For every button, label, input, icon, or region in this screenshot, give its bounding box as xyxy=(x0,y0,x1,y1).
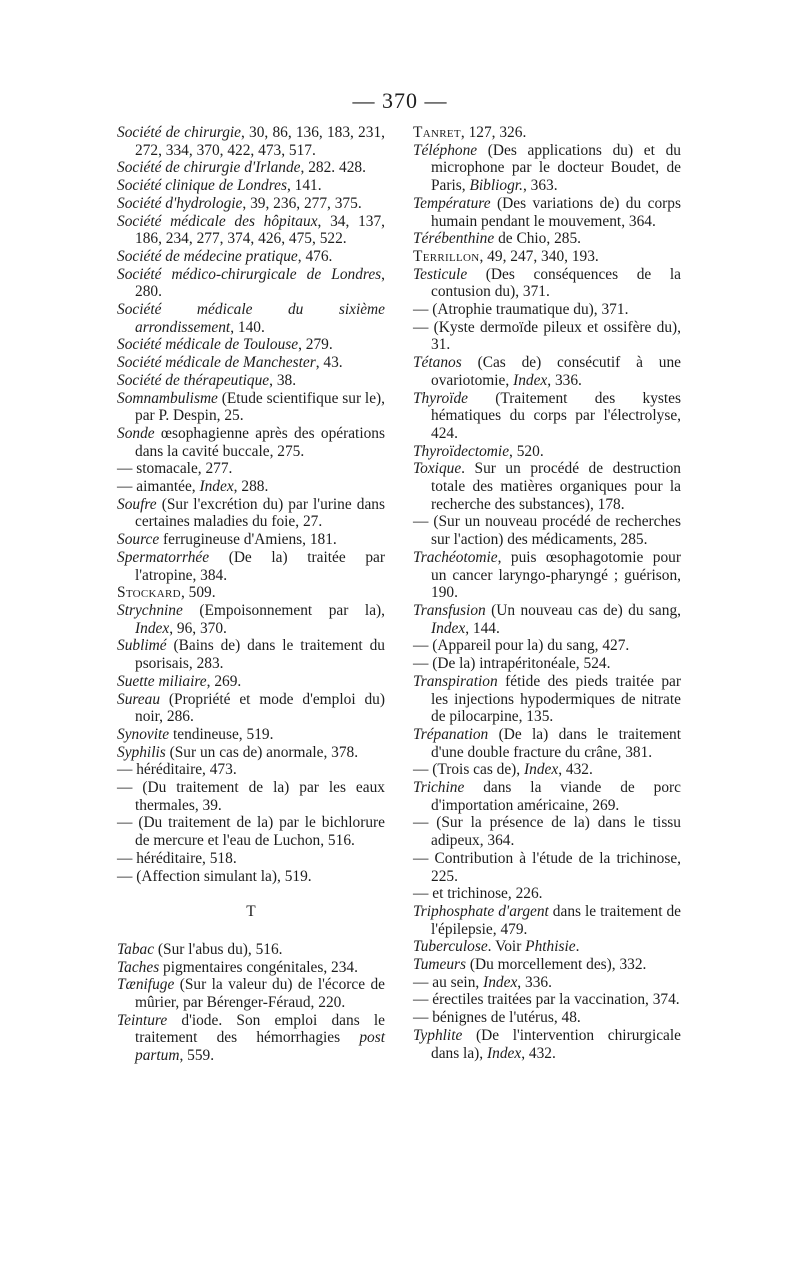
index-entry xyxy=(117,425,385,460)
index-entry xyxy=(117,637,385,672)
index-entry xyxy=(413,602,681,637)
entry-term: Tænifuge xyxy=(117,976,175,994)
entry-italic: Bibliogr. xyxy=(469,177,523,195)
entry-text: — (Kyste dermoïde pileux et ossifère du), 31. xyxy=(413,318,681,354)
entry-text: , 269. xyxy=(206,672,242,690)
entry-italic: Phthisie xyxy=(525,938,576,956)
entry-italic: Index xyxy=(431,619,466,637)
index-entry xyxy=(413,779,681,814)
entry-text: pigmentaires congénitales, 234. xyxy=(159,958,358,976)
entry-term: Tétanos xyxy=(413,354,462,372)
index-entry xyxy=(117,726,385,744)
entry-term: Sureau xyxy=(117,690,161,708)
entry-author: Stockard xyxy=(117,584,181,602)
entry-term: Somnambulisme xyxy=(117,389,218,407)
entry-text: — stomacale, 277. xyxy=(117,460,233,478)
index-entry xyxy=(117,850,385,868)
entry-text: — (Appareil pour la) du sang, 427. xyxy=(413,637,630,655)
entry-tail: , 288. xyxy=(233,478,269,496)
index-entry xyxy=(413,230,681,248)
entry-italic: Index xyxy=(199,478,234,496)
entry-term: Trépanation xyxy=(413,725,489,743)
index-entry xyxy=(117,1012,385,1065)
entry-italic: Index xyxy=(483,973,518,991)
index-entry xyxy=(117,336,385,354)
index-entry xyxy=(117,549,385,584)
entry-text: , 140. xyxy=(230,318,265,336)
entry-term: Société de chirurgie xyxy=(117,124,242,141)
entry-text: dans la viande de porc d'importation américaine, 269. xyxy=(431,779,681,814)
entry-text: , 280. xyxy=(135,265,385,301)
index-entry xyxy=(117,390,385,425)
left-entries-t xyxy=(117,941,385,1065)
entry-tail: , 336. xyxy=(547,371,582,389)
entry-text: (Sur l'excrétion du) par l'urine dans certaines maladies du foie, 27. xyxy=(135,495,385,531)
index-entry xyxy=(117,691,385,726)
entry-text: (De la) traitée par l'atropine, 384. xyxy=(135,548,385,584)
entry-text: de Chio, 285. xyxy=(494,230,582,248)
entry-text: — héréditaire, 518. xyxy=(117,849,237,867)
entry-text: ferrugineuse d'Amiens, 181. xyxy=(159,531,337,549)
entry-text: , 127, 326. xyxy=(460,124,527,141)
index-entry xyxy=(413,850,681,885)
entry-text: — (Atrophie traumatique du), 371. xyxy=(413,301,629,319)
entry-text: . Sur un procédé de destruction totale des matières organiques pour la recherche des substances), 178. xyxy=(431,460,681,513)
index-entry xyxy=(117,248,385,266)
index-entry xyxy=(413,885,681,903)
index-entry xyxy=(413,903,681,938)
index-entry xyxy=(413,142,681,195)
entry-tail: , 363. xyxy=(522,177,558,195)
index-entry xyxy=(413,1027,681,1062)
entry-text: — bénignes de l'utérus, 48. xyxy=(413,1009,581,1027)
entry-term: Transpiration xyxy=(413,672,498,690)
entry-term: Transfusion xyxy=(413,601,486,619)
entry-text: , 39, 236, 277, 375. xyxy=(242,194,362,212)
entry-term: Thyroïde xyxy=(413,389,469,407)
index-entry xyxy=(413,301,681,319)
entry-tail: , 559. xyxy=(179,1047,215,1065)
entry-text: — aimantée, xyxy=(117,478,200,496)
left-column xyxy=(117,124,385,1065)
entry-text: — au sein, xyxy=(413,973,484,991)
entry-term: Tumeurs xyxy=(413,956,467,974)
index-entry xyxy=(413,390,681,443)
page-number: — 370 — xyxy=(352,88,448,113)
entry-term: Société médicale de Manchester xyxy=(117,354,316,372)
index-entry xyxy=(117,124,385,159)
entry-term: Température xyxy=(413,194,491,212)
entry-term: Strychnine xyxy=(117,601,183,619)
index-entry xyxy=(413,991,681,1009)
entry-term: Toxique xyxy=(413,460,462,478)
entry-tail: , 432. xyxy=(558,761,593,779)
index-entry xyxy=(413,443,681,461)
entry-term: Testicule xyxy=(413,265,468,283)
index-entry xyxy=(117,301,385,336)
entry-text: — Contribution à l'étude de la trichinose, 225. xyxy=(413,849,681,885)
entry-term: Société de chirurgie d'Irlande xyxy=(117,159,301,177)
left-entries-s xyxy=(117,124,385,885)
entry-text: (Un nouveau cas de) du sang, xyxy=(485,601,681,619)
entry-term: Source xyxy=(117,531,160,549)
entry-tail: , 96, 370. xyxy=(169,619,227,637)
entry-author: Terrillon xyxy=(413,247,480,265)
entry-text: , 38. xyxy=(269,371,297,389)
index-entry xyxy=(413,248,681,266)
index-entry xyxy=(413,1009,681,1027)
entry-text: , 509. xyxy=(180,584,216,602)
index-entry xyxy=(117,159,385,177)
entry-term: Trichine xyxy=(413,779,465,797)
entry-text: (Sur un cas de) anormale, 378. xyxy=(165,743,359,761)
entry-term: Térébenthine xyxy=(413,230,495,248)
entry-term: Société d'hydrologie xyxy=(117,194,243,212)
entry-text: (De l'intervention chirurgicale dans la), xyxy=(431,1026,681,1062)
index-entry xyxy=(413,974,681,992)
index-entry xyxy=(413,761,681,779)
index-entry xyxy=(117,177,385,195)
index-entry xyxy=(117,266,385,301)
entry-text: — (Sur un nouveau procédé de recherches sur l'action) des médicaments, 285. xyxy=(413,513,681,549)
index-entry xyxy=(413,319,681,354)
entry-text: (Bains de) dans le traitement du psorisais, 283. xyxy=(135,637,385,673)
index-entry xyxy=(413,460,681,513)
entry-term: Société clinique de Londres xyxy=(117,177,287,195)
entry-text: , puis œsophagotomie pour un cancer laryngo-pharyngé ; guérison, 190. xyxy=(431,548,681,602)
entry-tail: . xyxy=(575,938,580,956)
entry-text: dans le traitement de l'épilepsie, 479. xyxy=(431,902,681,938)
entry-text: (Des applications du) et du microphone par le docteur Boudet, de Paris, xyxy=(431,141,681,195)
entry-text: — (Du traitement de la) par le bichlorure de mercure et l'eau de Luchon, 516. xyxy=(117,814,385,850)
entry-tail: , 144. xyxy=(465,619,500,637)
index-entry xyxy=(117,460,385,478)
entry-text: d'iode. Son emploi dans le traitement des hémorrhagies xyxy=(135,1011,385,1047)
entry-text: — érectiles traitées par la vaccination, 374. xyxy=(413,991,680,1009)
entry-italic: Index xyxy=(513,371,548,389)
entry-term: Soufre xyxy=(117,495,157,513)
entry-text: — héréditaire, 473. xyxy=(117,761,237,779)
entry-term: Taches xyxy=(117,958,160,976)
entry-tail: , 336. xyxy=(517,973,552,991)
entry-italic: Index xyxy=(135,619,170,637)
index-entry xyxy=(117,673,385,691)
index-entry xyxy=(413,637,681,655)
entry-text: , 43. xyxy=(315,354,343,372)
right-column xyxy=(413,124,681,1062)
entry-term: Société de thérapeutique xyxy=(117,371,270,389)
entry-term: Société de médecine pratique xyxy=(117,247,298,265)
entry-text: (Sur la valeur du) de l'écorce de mûrier, par Bérenger-Féraud, 220. xyxy=(135,976,385,1012)
entry-term: Société médicale de Toulouse xyxy=(117,336,299,354)
index-entry xyxy=(117,814,385,849)
entry-text: (Propriété et mode d'emploi du) noir, 286. xyxy=(135,690,385,726)
entry-text: — (Trois cas de), xyxy=(413,761,525,779)
entry-term: Thyroïdectomie xyxy=(413,442,510,460)
entry-term: Sonde xyxy=(117,424,155,442)
index-entry xyxy=(413,513,681,548)
entry-term: Spermatorrhée xyxy=(117,548,210,566)
entry-text: — (Affection simulant la), 519. xyxy=(117,867,312,885)
entry-text: (Empoisonnement par la), xyxy=(182,601,385,619)
entry-text: , 279. xyxy=(298,336,333,354)
index-entry xyxy=(413,549,681,602)
index-entry xyxy=(413,726,681,761)
index-entry xyxy=(413,938,681,956)
entry-term: Société médico-chirurgicale de Londres xyxy=(117,265,382,283)
entry-italic: Index xyxy=(524,761,559,779)
entry-text: — (De la) intrapéritonéale, 524. xyxy=(413,655,611,673)
entry-text: (Traitement des kystes hématiques du corps par l'électrolyse, 424. xyxy=(431,389,681,442)
entry-term: Syphilis xyxy=(117,743,166,761)
index-entry xyxy=(413,266,681,301)
index-entry xyxy=(413,195,681,230)
index-entry xyxy=(117,744,385,762)
entry-text: — et trichinose, 226. xyxy=(413,885,543,903)
entry-text: , 34, 137, 186, 234, 277, 374, 426, 475, 522. xyxy=(135,212,385,248)
entry-text: (Des variations de) du corps humain pendant le mouvement, 364. xyxy=(431,194,681,230)
entry-text: — (Du traitement de la) par les eaux thermales, 39. xyxy=(117,779,385,814)
entry-term: Société médicale des hôpitaux xyxy=(117,212,318,230)
index-entry xyxy=(117,478,385,496)
entry-term: Société médicale du sixième arrondissement xyxy=(117,301,385,336)
entry-text: . Voir xyxy=(487,938,526,956)
entry-text: (Sur l'abus du), 516. xyxy=(154,940,283,958)
entry-term: Tuberculose xyxy=(413,938,488,956)
index-entry xyxy=(117,976,385,1011)
index-entry xyxy=(413,814,681,849)
entry-text: , 141. xyxy=(286,177,322,195)
entry-text: — (Sur la présence de la) dans le tissu adipeux, 364. xyxy=(413,814,681,850)
entry-text: , 49, 247, 340, 193. xyxy=(479,247,599,265)
entry-term: Typhlite xyxy=(413,1026,463,1044)
entry-text: (De la) dans le traitement d'une double fracture du crâne, 381. xyxy=(431,725,681,761)
right-entries-t xyxy=(413,124,681,1062)
entry-text: œsophagienne après des opérations dans la cavité buccale, 275. xyxy=(135,424,385,460)
entry-text: , 282. 428. xyxy=(300,159,366,177)
index-entry xyxy=(117,354,385,372)
entry-term: Trachéotomie xyxy=(413,548,498,566)
index-entry xyxy=(413,673,681,726)
entry-text: (Du morcellement des), 332. xyxy=(466,956,647,974)
entry-text: , 476. xyxy=(297,247,333,265)
entry-text: tendineuse, 519. xyxy=(169,725,274,743)
index-entry xyxy=(117,761,385,779)
index-entry xyxy=(117,868,385,886)
section-letter-t: T xyxy=(246,903,256,921)
index-entry xyxy=(117,496,385,531)
entry-tail: , 432. xyxy=(521,1044,556,1062)
index-entry xyxy=(117,213,385,248)
entry-term: Triphosphate d'argent xyxy=(413,902,549,920)
entry-text: (Etude scientifique sur le), par P. Despin, 25. xyxy=(135,389,385,425)
entry-text: , 30, 86, 136, 183, 231, 272, 334, 370, 422, 473, 517. xyxy=(135,124,385,159)
index-entry xyxy=(117,531,385,549)
entry-term: Suette miliaire xyxy=(117,672,207,690)
index-entry xyxy=(117,584,385,602)
index-entry xyxy=(117,779,385,814)
index-entry xyxy=(117,941,385,959)
entry-text: (Des conséquences de la contusion du), 371. xyxy=(431,265,681,301)
index-entry xyxy=(413,655,681,673)
entry-italic: post partum xyxy=(135,1029,385,1065)
entry-term: Tabac xyxy=(117,940,155,958)
entry-term: Synovite xyxy=(117,725,170,743)
entry-author: Tanret xyxy=(413,124,461,141)
index-entry xyxy=(413,354,681,389)
index-entry xyxy=(117,195,385,213)
entry-text: (Cas de) consécutif à une ovariotomie, xyxy=(431,354,681,389)
index-entry xyxy=(117,959,385,977)
entry-text: , 520. xyxy=(509,442,544,460)
entry-term: Teinture xyxy=(117,1011,168,1029)
index-entry xyxy=(117,602,385,637)
entry-term: Sublimé xyxy=(117,637,167,655)
index-entry xyxy=(413,956,681,974)
entry-term: Téléphone xyxy=(413,141,478,159)
entry-text: fétide des pieds traitée par les injections hypodermiques de nitrate de pilocarpine, 135. xyxy=(431,672,681,726)
index-entry xyxy=(413,124,681,142)
entry-italic: Index xyxy=(487,1044,522,1062)
index-entry xyxy=(117,372,385,390)
